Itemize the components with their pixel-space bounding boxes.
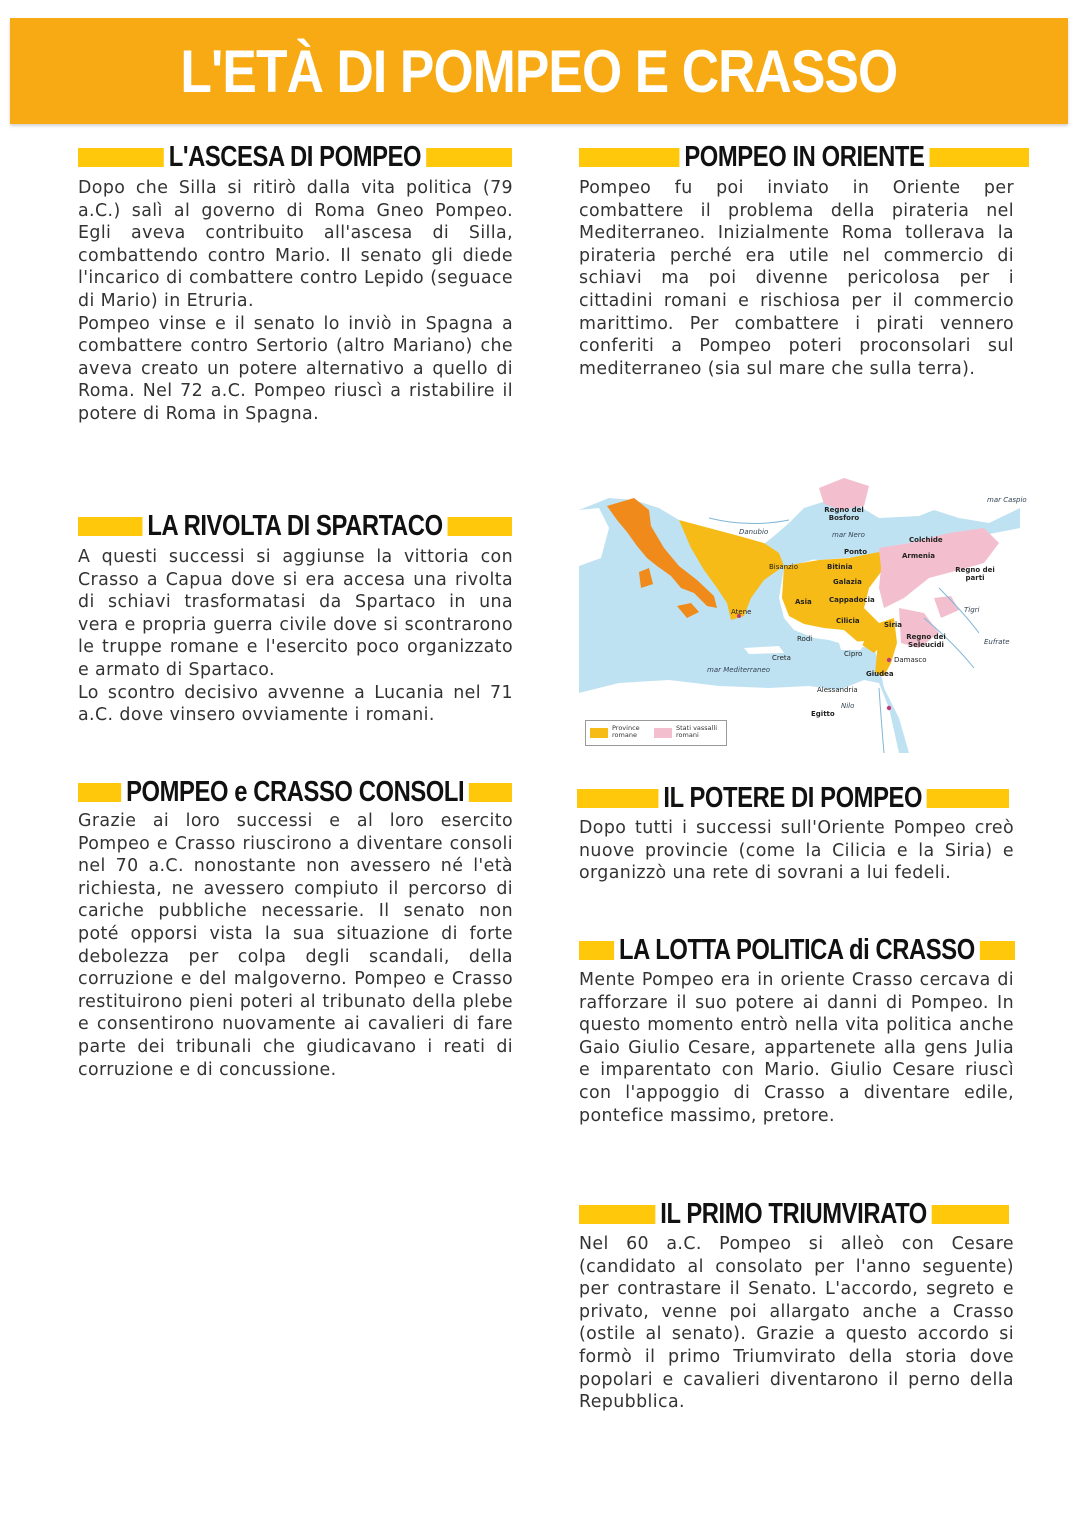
map-label: mar Nero (832, 531, 865, 539)
heading-text: IL POTERE DI POMPEO (659, 782, 928, 815)
heading-consoli (78, 775, 512, 809)
map-label: Nilo (841, 702, 855, 710)
legend-swatch-vassal (654, 728, 672, 738)
legend-label-vassal: Stati vassalli romani (676, 724, 718, 739)
map-label: Egitto (811, 710, 835, 718)
heading-text: L'ASCESA DI POMPEO (164, 141, 426, 174)
heading-ascesa (78, 140, 512, 174)
heading-potere (577, 781, 1009, 815)
text-spartaco: A questi successi si aggiunse la vittoria con Crasso a Capua dove si era accesa una rivolta di schiavi trasformatasi da Spartaco in una vera e propria guerra civile dove si scontrarono le truppe romane e l'esercito poco organizzato e armato di Spartaco. Lo scontro decisivo avvenne a Lucania nel 71 a.C. dove vinsero ovviamente i romani. (78, 547, 513, 726)
text-potere: Dopo tutti i successi sull'Oriente Pompeo creò nuove provincie (come la Cilicia e la Siria) e organizzò una rete di sovrani a lui fedeli. (579, 818, 1014, 884)
map-label: Colchide (909, 536, 943, 544)
map-roman-east (579, 448, 1027, 753)
heading-spartaco (78, 509, 512, 543)
map-legend (585, 720, 727, 746)
text-triumvirato: Nel 60 a.C. Pompeo si alleò con Cesare (candidato al consolato per l'anno seguente) per contrastare il Senato. L'accordo, segreto e privato, venne poi allargato anche a Crasso (ostile al senato). Grazie a questo accordo si formò il primo Triumvirato della storia dove popolari e cavalieri diventarono il perno della Repubblica. (579, 1234, 1014, 1413)
map-label: Siria (884, 621, 903, 629)
map-label: Cilicia (836, 617, 860, 625)
text-lotta: Mente Pompeo era in oriente Crasso cercava di rafforzare il suo potere ai danni di Pompeo. In questo momento entrò nella vita politica anche Gaio Giulio Cesare, appartenete alla gens Julia e imparentato con Mario. Giulio Cesare riuscì con l'appoggio di Crasso a diventare edile, pontefice massimo, pretore. (579, 970, 1014, 1126)
map-label: Giudea (866, 670, 894, 678)
map-label: mar Mediterraneo (707, 666, 771, 674)
map-label: Cipro (844, 650, 863, 658)
legend-swatch-province (590, 728, 608, 738)
map-label: Alessandria (817, 686, 858, 694)
heading-lotta (579, 933, 1015, 967)
map-label: mar Caspio (987, 496, 1027, 504)
map-label: Atene (731, 608, 752, 616)
heading-text: POMPEO e CRASSO CONSOLI (121, 776, 469, 809)
heading-text: LA LOTTA POLITICA di CRASSO (614, 934, 980, 967)
page-title: L'ETÀ DI POMPEO E CRASSO (180, 37, 898, 105)
map-label: Regno del Bosforo (824, 506, 864, 522)
text-ascesa: Dopo che Silla si ritirò dalla vita politica (79 a.C.) salì al governo di Roma Gneo Pompeo. Egli aveva contribuito all'ascesa di Silla, combattendo contro Mario. Il senato gli diede l'incarico di combattere contro Lepido (seguace di Mario) in Etruria. Pompeo vinse e il senato lo inviò in Spagna a combattere contro Sertorio (altro Mariano) che aveva creato un potere alternativo a quello di Roma. Nel 72 a.C. Pompeo riuscì a ristabilire il potere di Roma in Spagna. (78, 178, 513, 424)
map-label: Eufrate (984, 638, 1010, 646)
map-label: Armenia (902, 552, 936, 560)
legend-label-province: Province romane (612, 724, 640, 739)
map-label: Regno dei parti (955, 566, 995, 582)
map-label: Danubio (739, 528, 769, 536)
map-label: Damasco (894, 656, 927, 664)
heading-text: LA RIVOLTA DI SPARTACO (142, 510, 447, 543)
map-label: Cappadocia (829, 596, 875, 604)
map-label: Asia (795, 598, 812, 606)
text-consoli: Grazie ai loro successi e al loro esercito Pompeo e Crasso riuscirono a diventare consoli nel 70 a.C. nonostante non avessero né l'età richiesta, ne avessero compiuto il percorso di cariche pubbliche necessarie. Il senato non poté opporsi vista la sua situazione di forte debolezza per colpa degli scandali, della corruzione e del malgoverno. Pompeo e Crasso restituirono pieni poteri al tribunato della plebe e consentirono nuovamente ai cavalieri di fare parte dei tribunali che giudicavano i reati di corruzione e di concussione. (78, 811, 513, 1080)
heading-triumvirato (579, 1197, 1009, 1231)
heading-oriente (579, 140, 1029, 174)
map-label: Bitinia (827, 563, 853, 571)
map-label: Creta (772, 654, 791, 662)
heading-text: POMPEO IN ORIENTE (679, 141, 929, 174)
map-label: Galazia (833, 578, 862, 586)
heading-text: IL PRIMO TRIUMVIRATO (656, 1198, 932, 1231)
title-banner (10, 18, 1068, 124)
map-label: Tigri (964, 606, 980, 614)
text-oriente: Pompeo fu poi inviato in Oriente per combattere il problema della pirateria nel Mediterraneo. Inizialmente Roma tollerava la pirateria perché era utile nel commercio di schiavi ma poi divenne pericolosa per i cittadini romani e rischiosa per il commercio marittimo. Per combattere i pirati vennero conferiti a Pompeo poteri proconsolari sul mediterraneo (sia sul mare che sulla terra). (579, 178, 1014, 379)
map-label: Bisanzio (769, 563, 799, 571)
map-label: Ponto (844, 548, 868, 556)
map-label: Rodi (797, 635, 813, 643)
map-label: Regno dei Seleucidi (906, 633, 946, 649)
